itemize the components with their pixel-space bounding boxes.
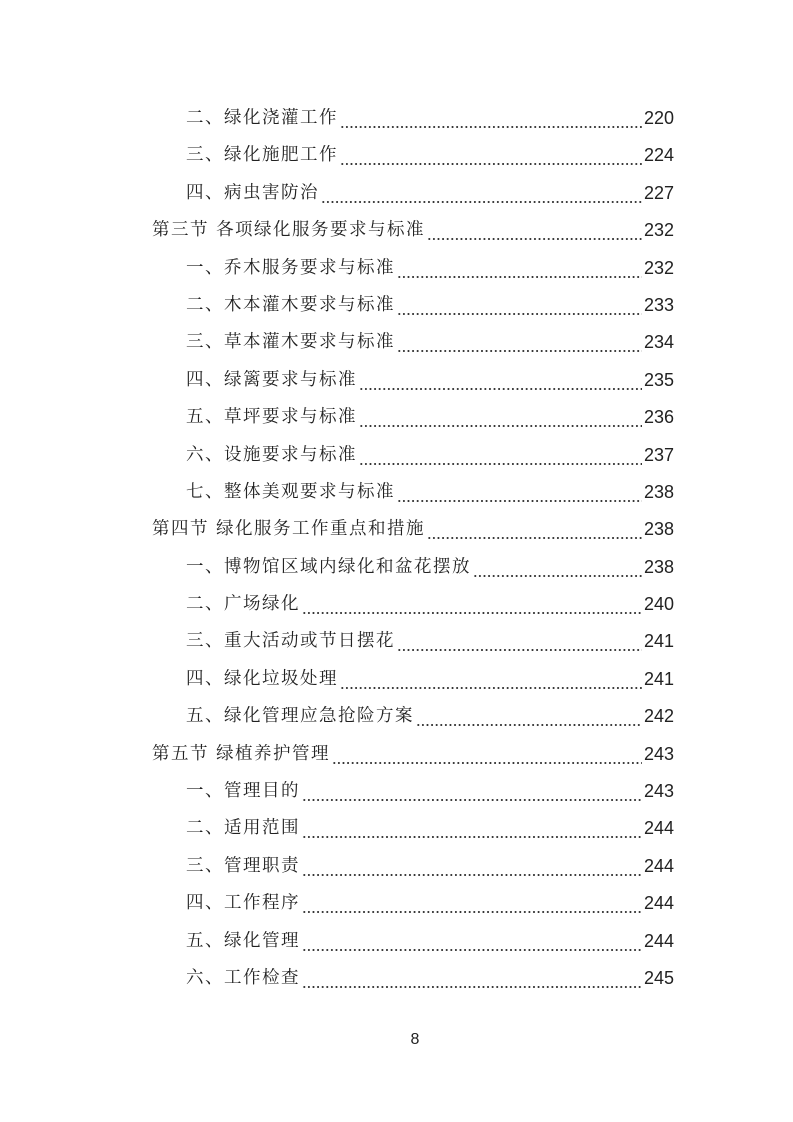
toc-entry-title: 四、绿化垃圾处理 — [186, 668, 338, 689]
toc-subsection-entry[interactable] — [152, 848, 674, 885]
dot-leader — [359, 399, 642, 436]
toc-entry-title: 五、绿化管理应急抢险方案 — [186, 706, 414, 727]
dot-leader — [397, 623, 642, 660]
dot-leader — [397, 287, 642, 324]
toc-subsection-entry[interactable] — [152, 623, 674, 660]
toc-entry-page: 235 — [643, 369, 674, 390]
page-number: 8 — [410, 1031, 420, 1048]
toc-entry-title: 二、适用范围 — [186, 818, 300, 839]
dot-leader — [359, 362, 642, 399]
toc-entry-title: 五、草坪要求与标准 — [186, 407, 357, 428]
toc-subsection-entry[interactable] — [152, 549, 674, 586]
toc-entry-page: 238 — [643, 519, 674, 540]
toc-entry-title: 六、工作检查 — [186, 967, 300, 988]
toc-entry-page: 227 — [643, 182, 674, 203]
toc-entry-title: 三、重大活动或节日摆花 — [186, 631, 395, 652]
dot-leader — [340, 100, 642, 137]
toc-entry-title: 第五节 绿植养护管理 — [152, 743, 331, 764]
toc-subsection-entry[interactable] — [152, 960, 674, 997]
toc-entry-title: 七、整体美观要求与标准 — [186, 481, 395, 502]
toc-subsection-entry[interactable] — [152, 885, 674, 922]
dot-leader — [473, 549, 642, 586]
toc-entry-title: 三、绿化施肥工作 — [186, 145, 338, 166]
toc-entry-title: 四、绿篱要求与标准 — [186, 369, 357, 390]
toc-subsection-entry[interactable] — [152, 287, 674, 324]
dot-leader — [302, 960, 642, 997]
toc-entry-title: 一、管理目的 — [186, 781, 300, 802]
toc-subsection-entry[interactable] — [152, 810, 674, 847]
toc-subsection-entry[interactable] — [152, 773, 674, 810]
toc-subsection-entry[interactable] — [152, 137, 674, 174]
toc-entry-page: 244 — [643, 855, 674, 876]
toc-entry-page: 237 — [643, 444, 674, 465]
toc-entry-page: 220 — [643, 107, 674, 128]
toc-entry-title: 六、设施要求与标准 — [186, 444, 357, 465]
toc-entry-title: 三、草本灌木要求与标准 — [186, 332, 395, 353]
toc-entry-page: 232 — [643, 220, 674, 241]
toc-subsection-entry[interactable] — [152, 324, 674, 361]
toc-subsection-entry[interactable] — [152, 923, 674, 960]
dot-leader — [332, 736, 642, 773]
toc-subsection-entry[interactable] — [152, 698, 674, 735]
toc-section-entry[interactable] — [152, 511, 674, 548]
toc-entry-page: 241 — [643, 631, 674, 652]
dot-leader — [397, 324, 642, 361]
dot-leader — [302, 923, 642, 960]
toc-entry-page: 244 — [643, 893, 674, 914]
table-of-contents — [152, 100, 674, 997]
toc-entry-page: 238 — [643, 481, 674, 502]
toc-entry-page: 243 — [643, 781, 674, 802]
toc-entry-page: 244 — [643, 930, 674, 951]
toc-entry-title: 四、病虫害防治 — [186, 182, 319, 203]
toc-entry-page: 244 — [643, 818, 674, 839]
toc-entry-title: 第四节 绿化服务工作重点和措施 — [152, 519, 426, 540]
toc-entry-page: 224 — [643, 145, 674, 166]
toc-entry-page: 245 — [643, 967, 674, 988]
toc-entry-page: 233 — [643, 294, 674, 315]
toc-entry-title: 二、绿化浇灌工作 — [186, 107, 338, 128]
toc-entry-title: 五、绿化管理 — [186, 930, 300, 951]
toc-entry-page: 236 — [643, 407, 674, 428]
toc-entry-page: 242 — [643, 706, 674, 727]
dot-leader — [340, 661, 642, 698]
dot-leader — [427, 511, 642, 548]
toc-section-entry[interactable] — [152, 212, 674, 249]
dot-leader — [416, 698, 642, 735]
toc-section-entry[interactable] — [152, 736, 674, 773]
dot-leader — [321, 175, 642, 212]
toc-entry-page: 232 — [643, 257, 674, 278]
dot-leader — [302, 586, 642, 623]
toc-entry-title: 三、管理职责 — [186, 855, 300, 876]
toc-subsection-entry[interactable] — [152, 474, 674, 511]
toc-entry-title: 一、博物馆区域内绿化和盆花摆放 — [186, 556, 471, 577]
toc-entry-page: 243 — [643, 743, 674, 764]
toc-subsection-entry[interactable] — [152, 100, 674, 137]
dot-leader — [302, 773, 642, 810]
toc-subsection-entry[interactable] — [152, 362, 674, 399]
dot-leader — [302, 848, 642, 885]
dot-leader — [397, 250, 642, 287]
dot-leader — [302, 810, 642, 847]
toc-entry-title: 四、工作程序 — [186, 893, 300, 914]
toc-entry-title: 一、乔木服务要求与标准 — [186, 257, 395, 278]
toc-entry-title: 二、木本灌木要求与标准 — [186, 294, 395, 315]
toc-entry-title: 二、广场绿化 — [186, 594, 300, 615]
toc-subsection-entry[interactable] — [152, 175, 674, 212]
toc-entry-title: 第三节 各项绿化服务要求与标准 — [152, 220, 426, 241]
toc-subsection-entry[interactable] — [152, 437, 674, 474]
toc-entry-page: 234 — [643, 332, 674, 353]
toc-entry-page: 238 — [643, 556, 674, 577]
dot-leader — [340, 137, 642, 174]
toc-entry-page: 240 — [643, 594, 674, 615]
dot-leader — [302, 885, 642, 922]
toc-subsection-entry[interactable] — [152, 586, 674, 623]
toc-subsection-entry[interactable] — [152, 250, 674, 287]
toc-entry-page: 241 — [643, 668, 674, 689]
toc-subsection-entry[interactable] — [152, 661, 674, 698]
dot-leader — [397, 474, 642, 511]
toc-subsection-entry[interactable] — [152, 399, 674, 436]
dot-leader — [359, 437, 642, 474]
dot-leader — [427, 212, 642, 249]
